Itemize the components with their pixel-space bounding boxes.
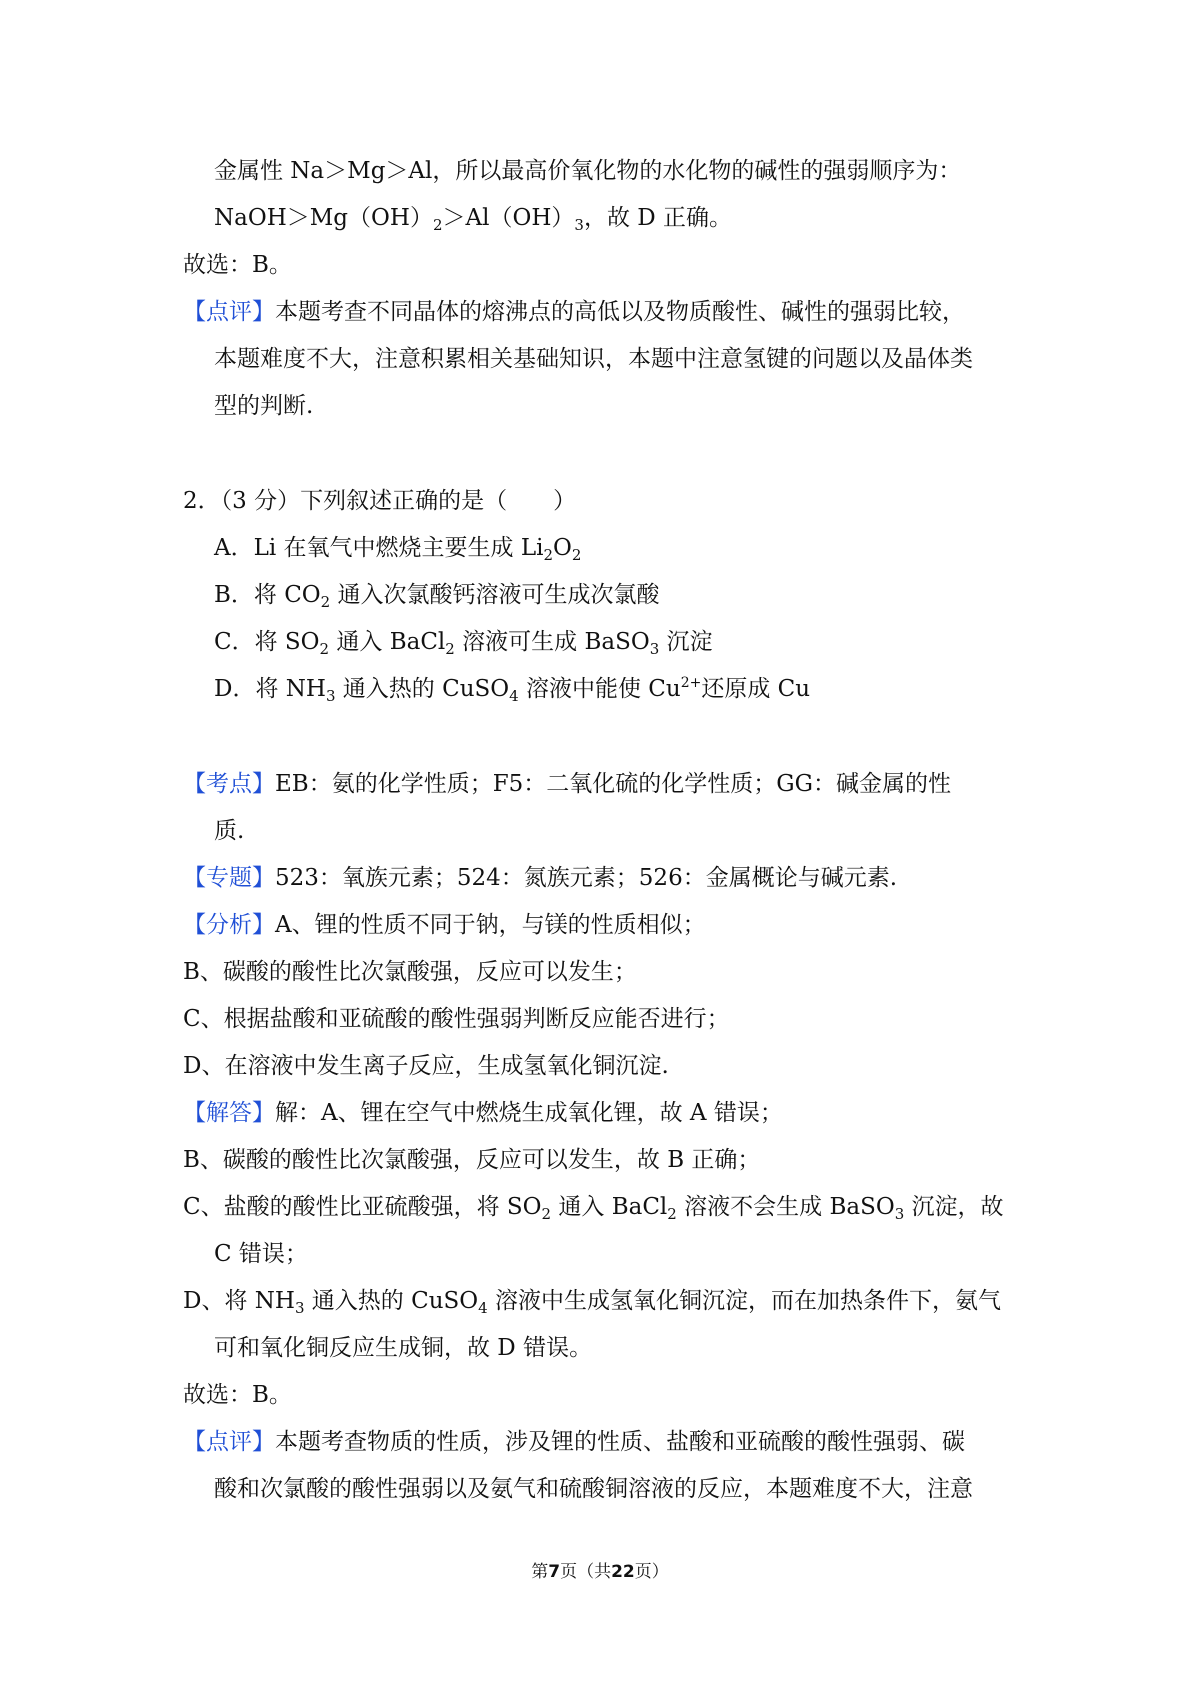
prev-choose: 故选：B。: [183, 252, 292, 278]
option-c: C．将 $SO_2$ 通入 BaCl$_2$ 溶液可生成 BaSO$_3$ 沉淀: [214, 629, 713, 658]
jieda-tag: 【解答】: [183, 1100, 275, 1126]
dianping-line1: 【点评】本题考查物质的性质，涉及锂的性质、盐酸和亚硫酸的酸性强弱、碳: [183, 1429, 965, 1455]
fenxi-c: C、根据盐酸和亚硫酸的酸性强弱判断反应能否进行；: [183, 1006, 730, 1032]
question-stem: 2．（3 分）下列叙述正确的是（ ）: [183, 488, 577, 514]
page-number: 7: [548, 1562, 561, 1582]
fenxi-d: D、在溶液中发生离子反应，生成氢氧化铜沉淀.: [183, 1053, 669, 1079]
prev-comment-line3: 型的判断.: [214, 393, 314, 419]
zhuanti-line: 【专题】523：氧族元素；524：氮族元素；526：金属概论与碱元素.: [183, 865, 898, 891]
page-footer: 第7页（共22页）: [531, 1562, 669, 1582]
jieda-line: 【解答】解：A、锂在空气中燃烧生成氧化锂，故 A 错误；: [183, 1100, 783, 1126]
option-b: B．将 $CO_2$ 通入次氯酸钙溶液可生成次氯酸: [214, 582, 660, 611]
fenxi-b: B、碳酸的酸性比次氯酸强，反应可以发生；: [183, 959, 637, 985]
option-d: D．将 $NH_3$ 通入热的 CuSO$_4$ 溶液中能使 $Cu^{2+}$还原成 Cu: [214, 675, 811, 705]
jieda-b: B、碳酸的酸性比次氯酸强，反应可以发生，故 B 正确；: [183, 1147, 761, 1173]
zhuanti-tag: 【专题】: [183, 865, 275, 891]
dianping-line2: 酸和次氯酸的酸性强弱以及氨气和硫酸铜溶液的反应，本题难度不大，注意: [214, 1476, 973, 1502]
prev-comment-line1: 【点评】本题考查不同晶体的熔沸点的高低以及物质酸性、碱性的强弱比较，: [183, 299, 965, 325]
comment-tag: 【点评】: [183, 299, 275, 325]
kaodian-line2: 质.: [214, 818, 245, 844]
option-a: A．Li 在氧气中燃烧主要生成 $Li_2O_2$: [214, 535, 582, 564]
dianping-tag: 【点评】: [183, 1429, 275, 1455]
jieda-c-line2: C 错误；: [214, 1241, 308, 1267]
jieda-d-line1: D、将 $NH_3$ 通入热的 CuSO$_4$ 溶液中生成氢氧化铜沉淀，而在加热条件下，氨气: [183, 1288, 1001, 1317]
prev-comment-line2: 本题难度不大，注意积累相关基础知识，本题中注意氢键的问题以及晶体类: [214, 346, 973, 372]
fenxi-tag: 【分析】: [183, 912, 275, 938]
jieda-c-line1: C、盐酸的酸性比亚硫酸强，将 $SO_2$ 通入 BaCl$_2$ 溶液不会生成 BaSO$_3$ 沉淀，故: [183, 1194, 1004, 1223]
fenxi-line: 【分析】A、锂的性质不同于钠，与镁的性质相似；: [183, 912, 706, 938]
choose-answer: 故选：B。: [183, 1382, 292, 1408]
page-total: 22: [611, 1562, 635, 1582]
prev-answer-line2: $NaOH>Mg(OH)_2>Al(OH)_3$，故 D 正确。: [214, 205, 732, 234]
kaodian-line1: 【考点】EB：氨的化学性质；F5：二氧化硫的化学性质；GG：碱金属的性: [183, 771, 952, 797]
jieda-d-line2: 可和氧化铜反应生成铜，故 D 错误。: [214, 1335, 593, 1361]
prev-answer-line1: 金属性 Na＞Mg＞Al，所以最高价氧化物的水化物的碱性的强弱顺序为：: [214, 158, 962, 184]
kaodian-tag: 【考点】: [183, 771, 275, 797]
